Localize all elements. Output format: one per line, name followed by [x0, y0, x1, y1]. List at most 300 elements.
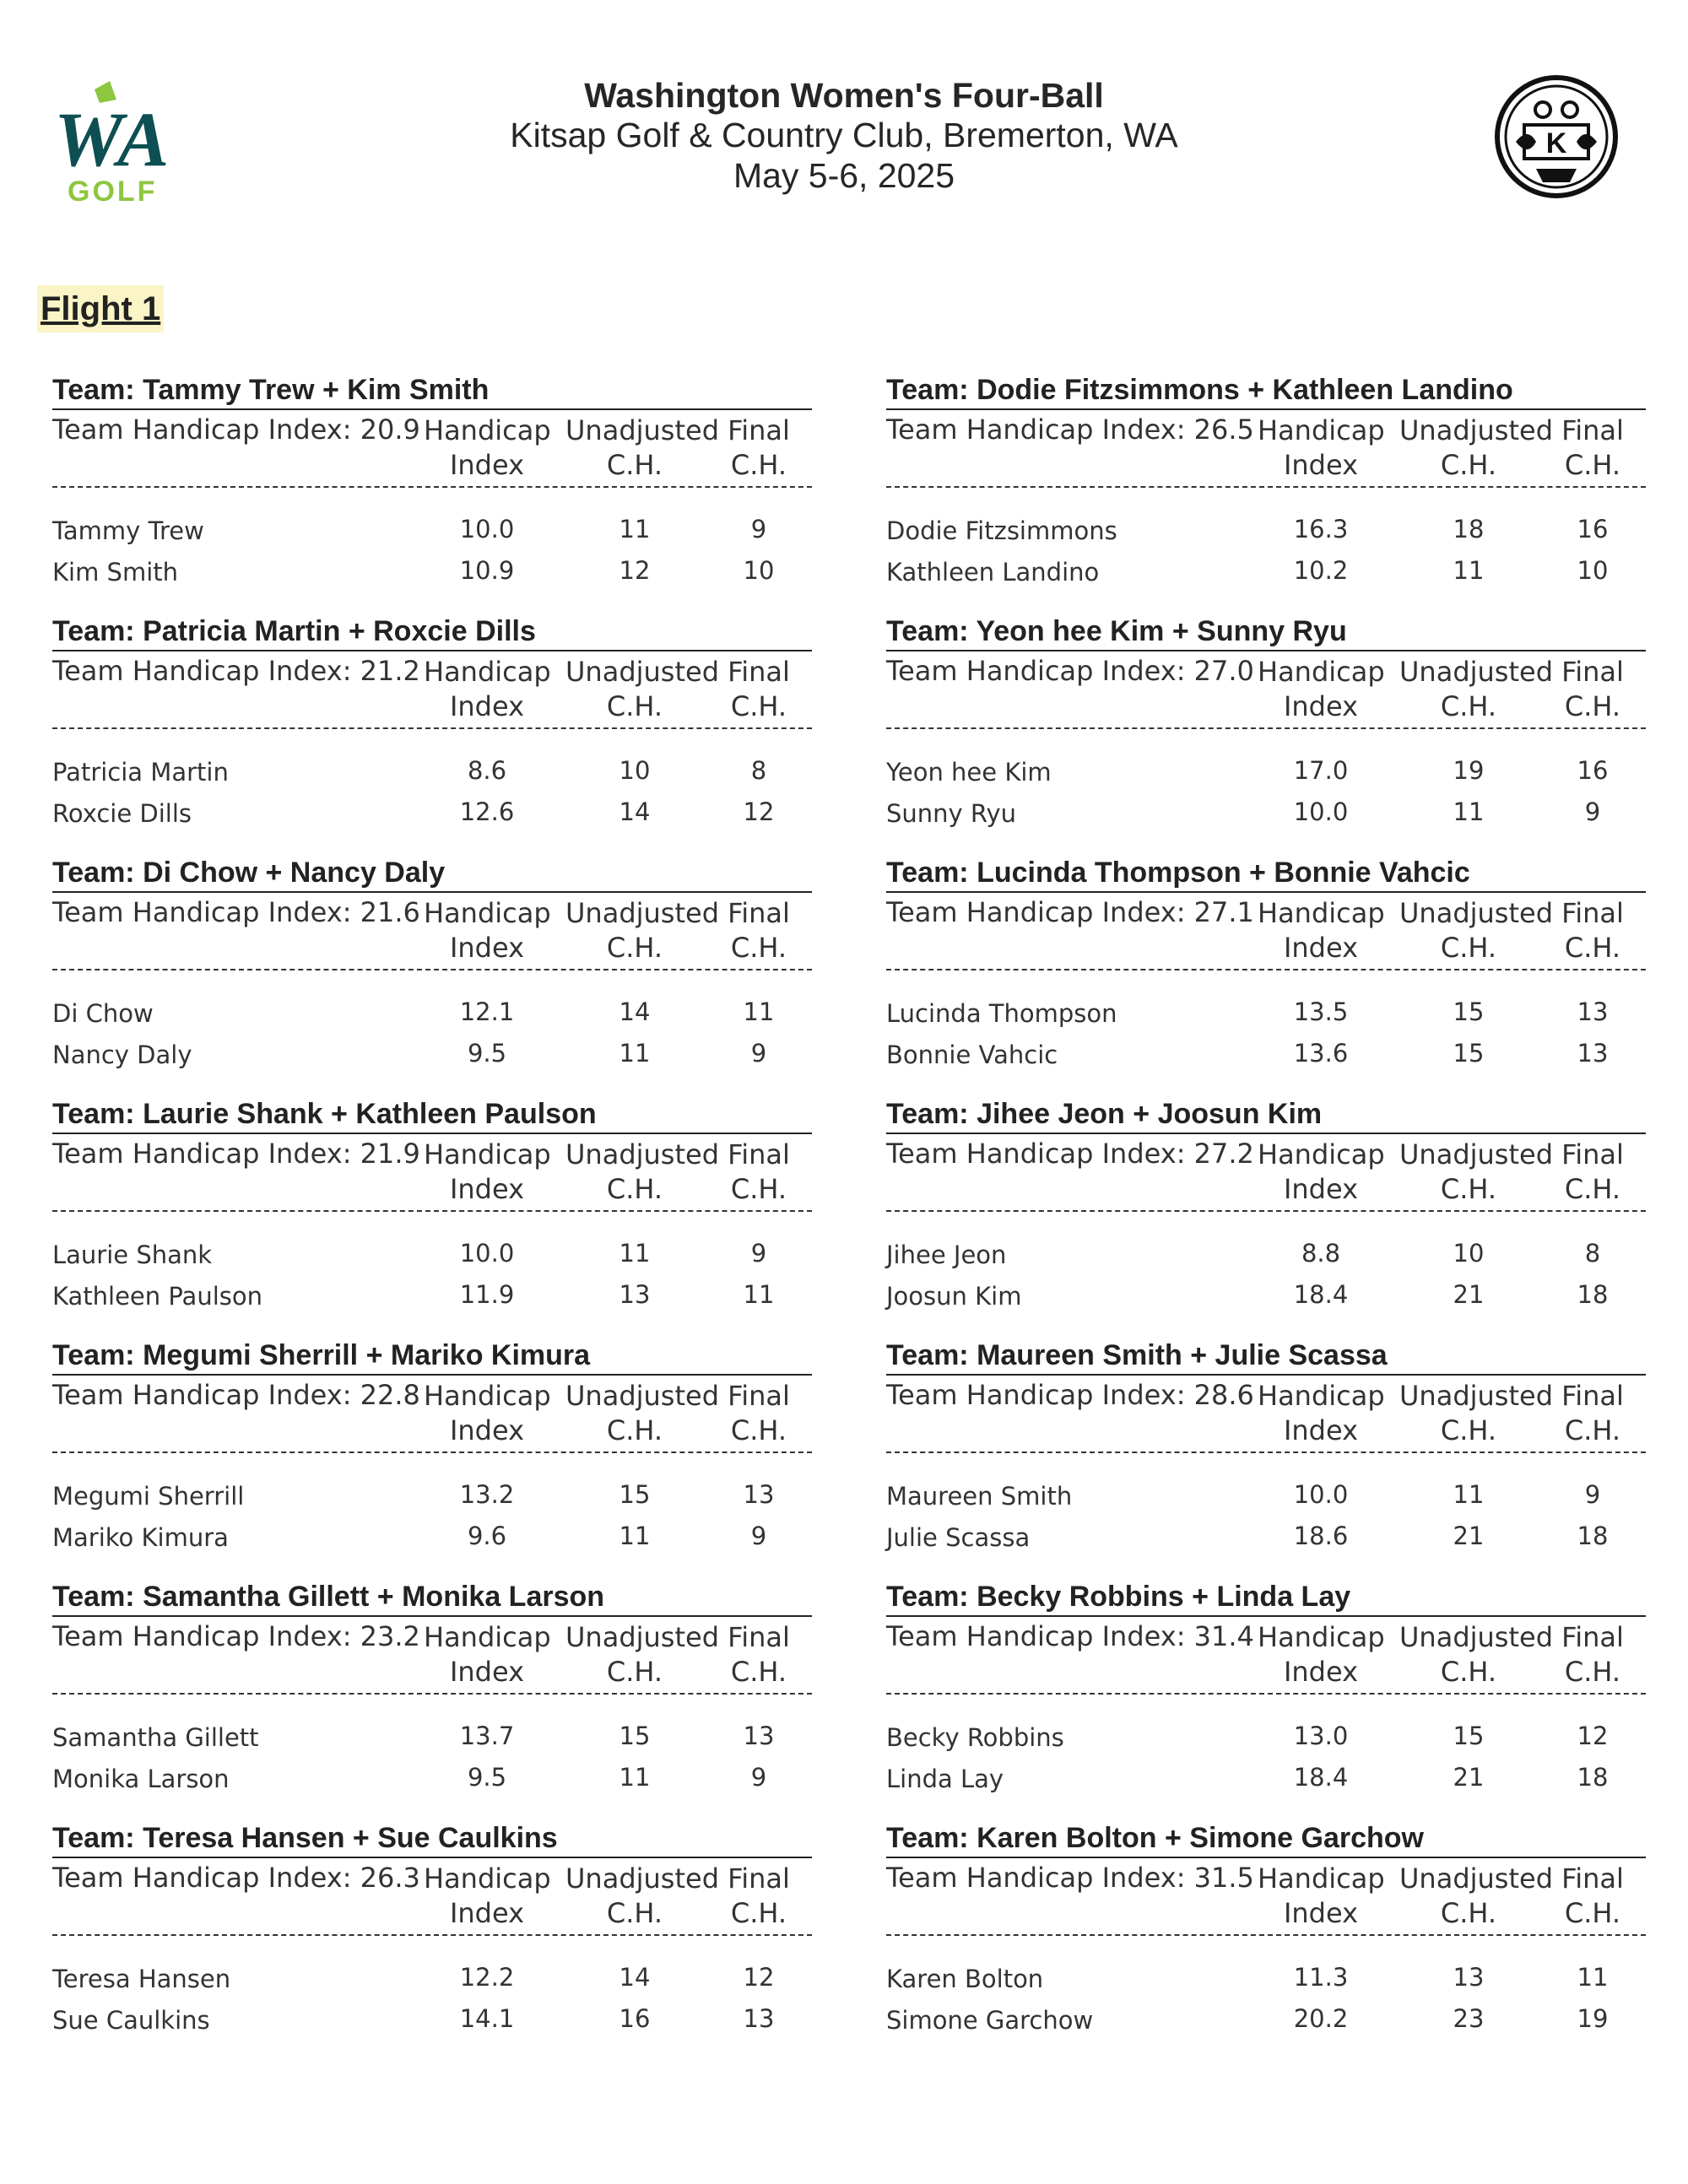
col3-header-line1: Final	[728, 414, 790, 446]
unadjusted-ch-value: 21	[1453, 1763, 1485, 1792]
team-handicap-index	[52, 414, 420, 446]
team-header-row	[886, 1376, 1646, 1453]
player-name: Samantha Gillett	[52, 1723, 259, 1752]
col3-header	[1540, 414, 1645, 483]
col3-header	[1540, 655, 1645, 724]
col3-header	[706, 1379, 811, 1448]
col2-header-line1: Unadjusted	[1399, 1138, 1554, 1170]
player-rows	[886, 1936, 1646, 2042]
team-index-label: Team Handicap Index:	[886, 1379, 1194, 1411]
player-rows	[886, 488, 1646, 594]
col1-header	[1258, 1862, 1384, 1931]
team-header-row	[52, 1376, 812, 1453]
team-handicap-index	[886, 896, 1254, 928]
player-row	[886, 553, 1646, 594]
col3-header-line1: Final	[1561, 1380, 1624, 1412]
unadjusted-ch-value: 14	[619, 1963, 651, 1992]
col3-header	[706, 1138, 811, 1207]
final-ch-value: 13	[1577, 1039, 1609, 1068]
team-index-label: Team Handicap Index:	[886, 655, 1194, 687]
player-row	[52, 511, 812, 553]
col3-header-line2: C.H.	[1564, 1897, 1621, 1929]
team-index-value: 27.1	[1193, 896, 1254, 928]
team-index-label: Team Handicap Index:	[886, 1620, 1194, 1652]
player-row	[886, 753, 1646, 794]
player-name: Joosun Kim	[886, 1282, 1022, 1311]
team-index-value: 21.2	[360, 655, 420, 687]
col1-header	[1258, 896, 1384, 965]
col2-header-line2: C.H.	[606, 932, 663, 964]
col3-header-line2: C.H.	[730, 449, 787, 481]
player-row	[52, 994, 812, 1035]
handicap-index-value: 12.2	[459, 1963, 515, 1992]
team-label: Team:	[52, 1581, 143, 1613]
col2-header-line1: Unadjusted	[565, 1138, 720, 1170]
col1-header	[424, 1379, 550, 1448]
player-row	[52, 2001, 812, 2042]
col3-header-line2: C.H.	[1564, 1414, 1621, 1446]
unadjusted-ch-value: 15	[1453, 997, 1485, 1026]
col3-header-line1: Final	[728, 1621, 790, 1653]
team-label: Team:	[886, 1098, 977, 1130]
col2-header-line1: Unadjusted	[1399, 1862, 1554, 1895]
team-handicap-index	[886, 655, 1254, 687]
col3-header-line2: C.H.	[1564, 1173, 1621, 1205]
col1-header-line1: Handicap	[1258, 897, 1385, 929]
col1-header-line2: Index	[1283, 1173, 1359, 1205]
team-label: Team:	[886, 1339, 977, 1371]
team-name: Lucinda Thompson + Bonnie Vahcic	[977, 857, 1470, 889]
team-block	[52, 1337, 812, 1578]
player-name: Patricia Martin	[52, 758, 229, 787]
team-handicap-index	[886, 1620, 1254, 1652]
final-ch-value: 13	[1577, 997, 1609, 1026]
team-handicap-index	[52, 655, 420, 687]
col2-header	[565, 1862, 720, 1931]
col2-header-line2: C.H.	[606, 1656, 663, 1688]
team-block	[886, 1095, 1646, 1337]
col1-header-line2: Index	[449, 449, 525, 481]
team-header-row	[886, 1617, 1646, 1695]
player-name: Dodie Fitzsimmons	[886, 516, 1117, 545]
col3-header-line1: Final	[1561, 1621, 1624, 1653]
col1-header	[424, 414, 550, 483]
player-row	[52, 1960, 812, 2001]
col1-header-line1: Handicap	[1258, 656, 1385, 688]
team-index-label: Team Handicap Index:	[52, 1620, 360, 1652]
col3-header	[706, 1862, 811, 1931]
left-team-column	[52, 371, 812, 2061]
final-ch-value: 8	[750, 756, 767, 785]
unadjusted-ch-value: 15	[619, 1480, 651, 1509]
team-title	[52, 371, 812, 410]
col2-header-line1: Unadjusted	[1399, 1380, 1554, 1412]
col3-header	[1540, 1862, 1645, 1931]
player-rows	[52, 488, 812, 594]
col1-header	[424, 896, 550, 965]
team-index-value: 27.2	[1193, 1138, 1254, 1170]
col1-header-line1: Handicap	[424, 1138, 551, 1170]
col2-header-line2: C.H.	[606, 690, 663, 722]
handicap-index-value: 16.3	[1293, 515, 1349, 543]
col1-header-line1: Handicap	[424, 1621, 551, 1653]
col3-header-line1: Final	[728, 897, 790, 929]
player-row	[886, 994, 1646, 1035]
unadjusted-ch-value: 21	[1453, 1522, 1485, 1550]
team-block	[886, 854, 1646, 1095]
golf-logo-text: GOLF	[68, 176, 158, 208]
team-title	[52, 1095, 812, 1134]
col3-header-line1: Final	[1561, 414, 1624, 446]
team-index-label: Team Handicap Index:	[52, 655, 360, 687]
col1-header-line1: Handicap	[1258, 1380, 1385, 1412]
handicap-index-value: 12.6	[459, 797, 515, 826]
col3-header-line2: C.H.	[730, 1173, 787, 1205]
col2-header-line2: C.H.	[1440, 1897, 1497, 1929]
col1-header-line2: Index	[1283, 690, 1359, 722]
team-block	[886, 371, 1646, 613]
col1-header-line2: Index	[1283, 1656, 1359, 1688]
event-venue: Kitsap Golf & Country Club, Bremerton, WA	[510, 116, 1178, 154]
handicap-index-value: 10.9	[459, 556, 515, 585]
team-index-label: Team Handicap Index:	[886, 1862, 1194, 1894]
team-handicap-index	[52, 1620, 420, 1652]
col2-header-line1: Unadjusted	[1399, 1621, 1554, 1653]
team-handicap-index	[886, 1862, 1254, 1894]
player-row	[886, 1960, 1646, 2001]
final-ch-value: 13	[743, 1480, 775, 1509]
team-block	[52, 854, 812, 1095]
unadjusted-ch-value: 11	[619, 1039, 651, 1068]
col2-header-line1: Unadjusted	[565, 1862, 720, 1895]
team-name: Megumi Sherrill + Mariko Kimura	[143, 1339, 591, 1371]
player-name: Nancy Daly	[52, 1041, 192, 1069]
team-handicap-index	[886, 414, 1254, 446]
final-ch-value: 12	[743, 797, 775, 826]
team-block	[52, 1095, 812, 1337]
team-block	[52, 613, 812, 854]
col2-header	[1399, 1862, 1554, 1931]
unadjusted-ch-value: 11	[619, 1239, 651, 1268]
handicap-index-value: 13.0	[1293, 1722, 1349, 1750]
team-name: Karen Bolton + Simone Garchow	[977, 1822, 1424, 1854]
handicap-index-value: 10.0	[459, 1239, 515, 1268]
team-header-row	[886, 410, 1646, 488]
final-ch-value: 18	[1577, 1763, 1609, 1792]
handicap-index-value: 14.1	[459, 2004, 515, 2033]
col2-header-line2: C.H.	[606, 1897, 663, 1929]
player-rows	[886, 1695, 1646, 1801]
handicap-index-value: 17.0	[1293, 756, 1349, 785]
final-ch-value: 8	[1584, 1239, 1601, 1268]
seal-letter: K	[1545, 127, 1567, 159]
team-block	[886, 1578, 1646, 1819]
player-rows	[52, 729, 812, 835]
team-block	[52, 371, 812, 613]
col1-header-line2: Index	[449, 1414, 525, 1446]
player-name: Sue Caulkins	[52, 2006, 210, 2035]
player-name: Maureen Smith	[886, 1482, 1073, 1511]
team-block	[52, 1819, 812, 2061]
final-ch-value: 9	[750, 1763, 767, 1792]
team-header-row	[52, 1858, 812, 1936]
unadjusted-ch-value: 13	[619, 1280, 651, 1309]
col1-header-line1: Handicap	[1258, 414, 1385, 446]
player-row	[886, 1477, 1646, 1518]
col3-header-line2: C.H.	[1564, 690, 1621, 722]
final-ch-value: 18	[1577, 1280, 1609, 1309]
player-rows	[886, 970, 1646, 1077]
final-ch-value: 9	[750, 1239, 767, 1268]
player-name: Tammy Trew	[52, 516, 204, 545]
col1-header-line1: Handicap	[424, 1862, 551, 1895]
team-title	[52, 1578, 812, 1617]
team-block	[52, 1578, 812, 1819]
col1-header-line1: Handicap	[424, 1380, 551, 1412]
col2-header	[565, 655, 720, 724]
col1-header-line1: Handicap	[1258, 1862, 1385, 1895]
col2-header-line1: Unadjusted	[565, 1621, 720, 1653]
col3-header-line2: C.H.	[730, 932, 787, 964]
team-header-row	[52, 893, 812, 970]
unadjusted-ch-value: 10	[619, 756, 651, 785]
unadjusted-ch-value: 11	[619, 1522, 651, 1550]
final-ch-value: 19	[1577, 2004, 1609, 2033]
player-row	[886, 1035, 1646, 1077]
team-handicap-index	[52, 1138, 420, 1170]
team-index-value: 22.8	[360, 1379, 420, 1411]
col1-header	[424, 1620, 550, 1689]
team-title	[886, 854, 1646, 893]
col2-header-line2: C.H.	[1440, 1656, 1497, 1688]
team-label: Team:	[886, 1581, 977, 1613]
player-name: Teresa Hansen	[52, 1965, 231, 1993]
player-row	[52, 1518, 812, 1560]
unadjusted-ch-value: 14	[619, 797, 651, 826]
final-ch-value: 16	[1577, 515, 1609, 543]
team-index-value: 21.6	[360, 896, 420, 928]
flight-heading: Flight 1	[37, 285, 164, 332]
player-rows	[52, 970, 812, 1077]
player-row	[52, 1235, 812, 1277]
col2-header-line2: C.H.	[1440, 690, 1497, 722]
unadjusted-ch-value: 11	[619, 1763, 651, 1792]
col3-header	[706, 896, 811, 965]
team-title	[52, 1819, 812, 1858]
col1-header	[1258, 1379, 1384, 1448]
team-index-value: 20.9	[360, 414, 420, 446]
handicap-index-value: 13.2	[459, 1480, 515, 1509]
event-title: Washington Women's Four-Ball	[584, 76, 1104, 115]
team-title	[886, 613, 1646, 651]
team-name: Yeon hee Kim + Sunny Ryu	[976, 615, 1347, 647]
col2-header	[1399, 655, 1554, 724]
team-name: Becky Robbins + Linda Lay	[977, 1581, 1351, 1613]
player-name: Mariko Kimura	[52, 1523, 229, 1552]
team-block	[886, 1337, 1646, 1578]
unadjusted-ch-value: 21	[1453, 1280, 1485, 1309]
player-name: Megumi Sherrill	[52, 1482, 245, 1511]
team-header-row	[52, 1617, 812, 1695]
player-rows	[52, 1695, 812, 1801]
player-name: Jihee Jeon	[886, 1241, 1007, 1269]
col2-header-line1: Unadjusted	[565, 897, 720, 929]
unadjusted-ch-value: 15	[619, 1722, 651, 1750]
handicap-index-value: 11.9	[459, 1280, 515, 1309]
team-title	[886, 1337, 1646, 1376]
player-row	[52, 1035, 812, 1077]
player-name: Becky Robbins	[886, 1723, 1064, 1752]
unadjusted-ch-value: 11	[1453, 797, 1485, 826]
col3-header	[706, 1620, 811, 1689]
team-header-row	[886, 1858, 1646, 1936]
team-index-value: 23.2	[360, 1620, 420, 1652]
team-name: Patricia Martin + Roxcie Dills	[143, 615, 536, 647]
player-name: Di Chow	[52, 999, 154, 1028]
player-row	[52, 553, 812, 594]
col1-header-line1: Handicap	[424, 656, 551, 688]
wa-logo-text: WA	[54, 96, 170, 182]
col2-header-line1: Unadjusted	[1399, 414, 1554, 446]
unadjusted-ch-value: 11	[1453, 1480, 1485, 1509]
final-ch-value: 9	[750, 515, 767, 543]
col3-header-line2: C.H.	[730, 690, 787, 722]
col2-header	[1399, 1138, 1554, 1207]
col3-header-line1: Final	[1561, 1138, 1624, 1170]
final-ch-value: 18	[1577, 1522, 1609, 1550]
team-index-label: Team Handicap Index:	[52, 1379, 360, 1411]
unadjusted-ch-value: 11	[1453, 556, 1485, 585]
col3-header-line1: Final	[1561, 1862, 1624, 1895]
team-title	[886, 371, 1646, 410]
player-row	[886, 794, 1646, 835]
col1-header-line1: Handicap	[1258, 1138, 1385, 1170]
team-handicap-index	[52, 896, 420, 928]
col3-header	[1540, 1138, 1645, 1207]
col2-header	[565, 896, 720, 965]
team-name: Maureen Smith + Julie Scassa	[977, 1339, 1388, 1371]
handicap-index-value: 9.6	[467, 1522, 507, 1550]
final-ch-value: 9	[750, 1039, 767, 1068]
col2-header-line1: Unadjusted	[565, 414, 720, 446]
player-name: Monika Larson	[52, 1765, 230, 1793]
col2-header	[1399, 414, 1554, 483]
col1-header	[1258, 414, 1384, 483]
player-rows	[886, 729, 1646, 835]
team-header-row	[52, 410, 812, 488]
final-ch-value: 16	[1577, 756, 1609, 785]
team-handicap-index	[52, 1379, 420, 1411]
col1-header-line2: Index	[449, 690, 525, 722]
col2-header	[565, 1379, 720, 1448]
player-row	[886, 511, 1646, 553]
player-name: Bonnie Vahcic	[886, 1041, 1058, 1069]
team-name: Tammy Trew + Kim Smith	[143, 374, 490, 406]
col2-header-line2: C.H.	[1440, 932, 1497, 964]
col3-header	[1540, 1379, 1645, 1448]
club-seal-logo	[1494, 74, 1619, 199]
col2-header-line2: C.H.	[606, 1414, 663, 1446]
col2-header-line2: C.H.	[606, 449, 663, 481]
team-label: Team:	[52, 1098, 143, 1130]
final-ch-value: 9	[1584, 797, 1601, 826]
col3-header-line1: Final	[1561, 656, 1624, 688]
final-ch-value: 10	[1577, 556, 1609, 585]
player-row	[52, 1277, 812, 1318]
page-header	[0, 76, 1688, 196]
col2-header-line1: Unadjusted	[1399, 897, 1554, 929]
final-ch-value: 12	[743, 1963, 775, 1992]
col3-header-line1: Final	[728, 1862, 790, 1895]
handicap-index-value: 20.2	[1293, 2004, 1349, 2033]
col2-header-line1: Unadjusted	[1399, 656, 1554, 688]
team-index-label: Team Handicap Index:	[886, 896, 1194, 928]
handicap-index-value: 10.0	[1293, 1480, 1349, 1509]
player-rows	[886, 1212, 1646, 1318]
team-label: Team:	[886, 1822, 977, 1854]
handicap-index-value: 10.0	[459, 515, 515, 543]
final-ch-value: 13	[743, 1722, 775, 1750]
unadjusted-ch-value: 14	[619, 997, 651, 1026]
handicap-index-value: 13.5	[1293, 997, 1349, 1026]
col1-header-line2: Index	[1283, 449, 1359, 481]
player-row	[52, 1760, 812, 1801]
handicap-index-value: 12.1	[459, 997, 515, 1026]
col1-header	[424, 655, 550, 724]
col1-header-line1: Handicap	[424, 897, 551, 929]
player-rows	[886, 1453, 1646, 1560]
col1-header-line2: Index	[449, 1897, 525, 1929]
team-index-value: 28.6	[1193, 1379, 1254, 1411]
final-ch-value: 9	[750, 1522, 767, 1550]
team-index-label: Team Handicap Index:	[52, 1862, 360, 1894]
player-row	[886, 1718, 1646, 1760]
team-name: Laurie Shank + Kathleen Paulson	[143, 1098, 597, 1130]
col1-header-line1: Handicap	[424, 414, 551, 446]
col1-header-line2: Index	[449, 1656, 525, 1688]
team-title	[886, 1819, 1646, 1858]
team-title	[52, 1337, 812, 1376]
col2-header	[565, 1620, 720, 1689]
col3-header-line1: Final	[728, 656, 790, 688]
col3-header-line1: Final	[728, 1138, 790, 1170]
col2-header-line2: C.H.	[1440, 1414, 1497, 1446]
team-title	[886, 1578, 1646, 1617]
col1-header	[1258, 655, 1384, 724]
col1-header	[424, 1138, 550, 1207]
unadjusted-ch-value: 15	[1453, 1039, 1485, 1068]
handicap-index-value: 18.6	[1293, 1522, 1349, 1550]
col2-header	[1399, 1379, 1554, 1448]
unadjusted-ch-value: 13	[1453, 1963, 1485, 1992]
team-name: Teresa Hansen + Sue Caulkins	[143, 1822, 558, 1854]
team-index-value: 27.0	[1193, 655, 1254, 687]
final-ch-value: 11	[743, 1280, 775, 1309]
unadjusted-ch-value: 10	[1453, 1239, 1485, 1268]
col1-header-line2: Index	[1283, 1897, 1359, 1929]
team-label: Team:	[52, 374, 143, 406]
player-name: Yeon hee Kim	[886, 758, 1052, 787]
player-row	[52, 1477, 812, 1518]
team-handicap-index	[886, 1138, 1254, 1170]
final-ch-value: 9	[1584, 1480, 1601, 1509]
col2-header	[1399, 896, 1554, 965]
col2-header	[1399, 1620, 1554, 1689]
team-index-value: 21.9	[360, 1138, 420, 1170]
col1-header-line2: Index	[1283, 932, 1359, 964]
unadjusted-ch-value: 15	[1453, 1722, 1485, 1750]
team-label: Team:	[886, 374, 977, 406]
